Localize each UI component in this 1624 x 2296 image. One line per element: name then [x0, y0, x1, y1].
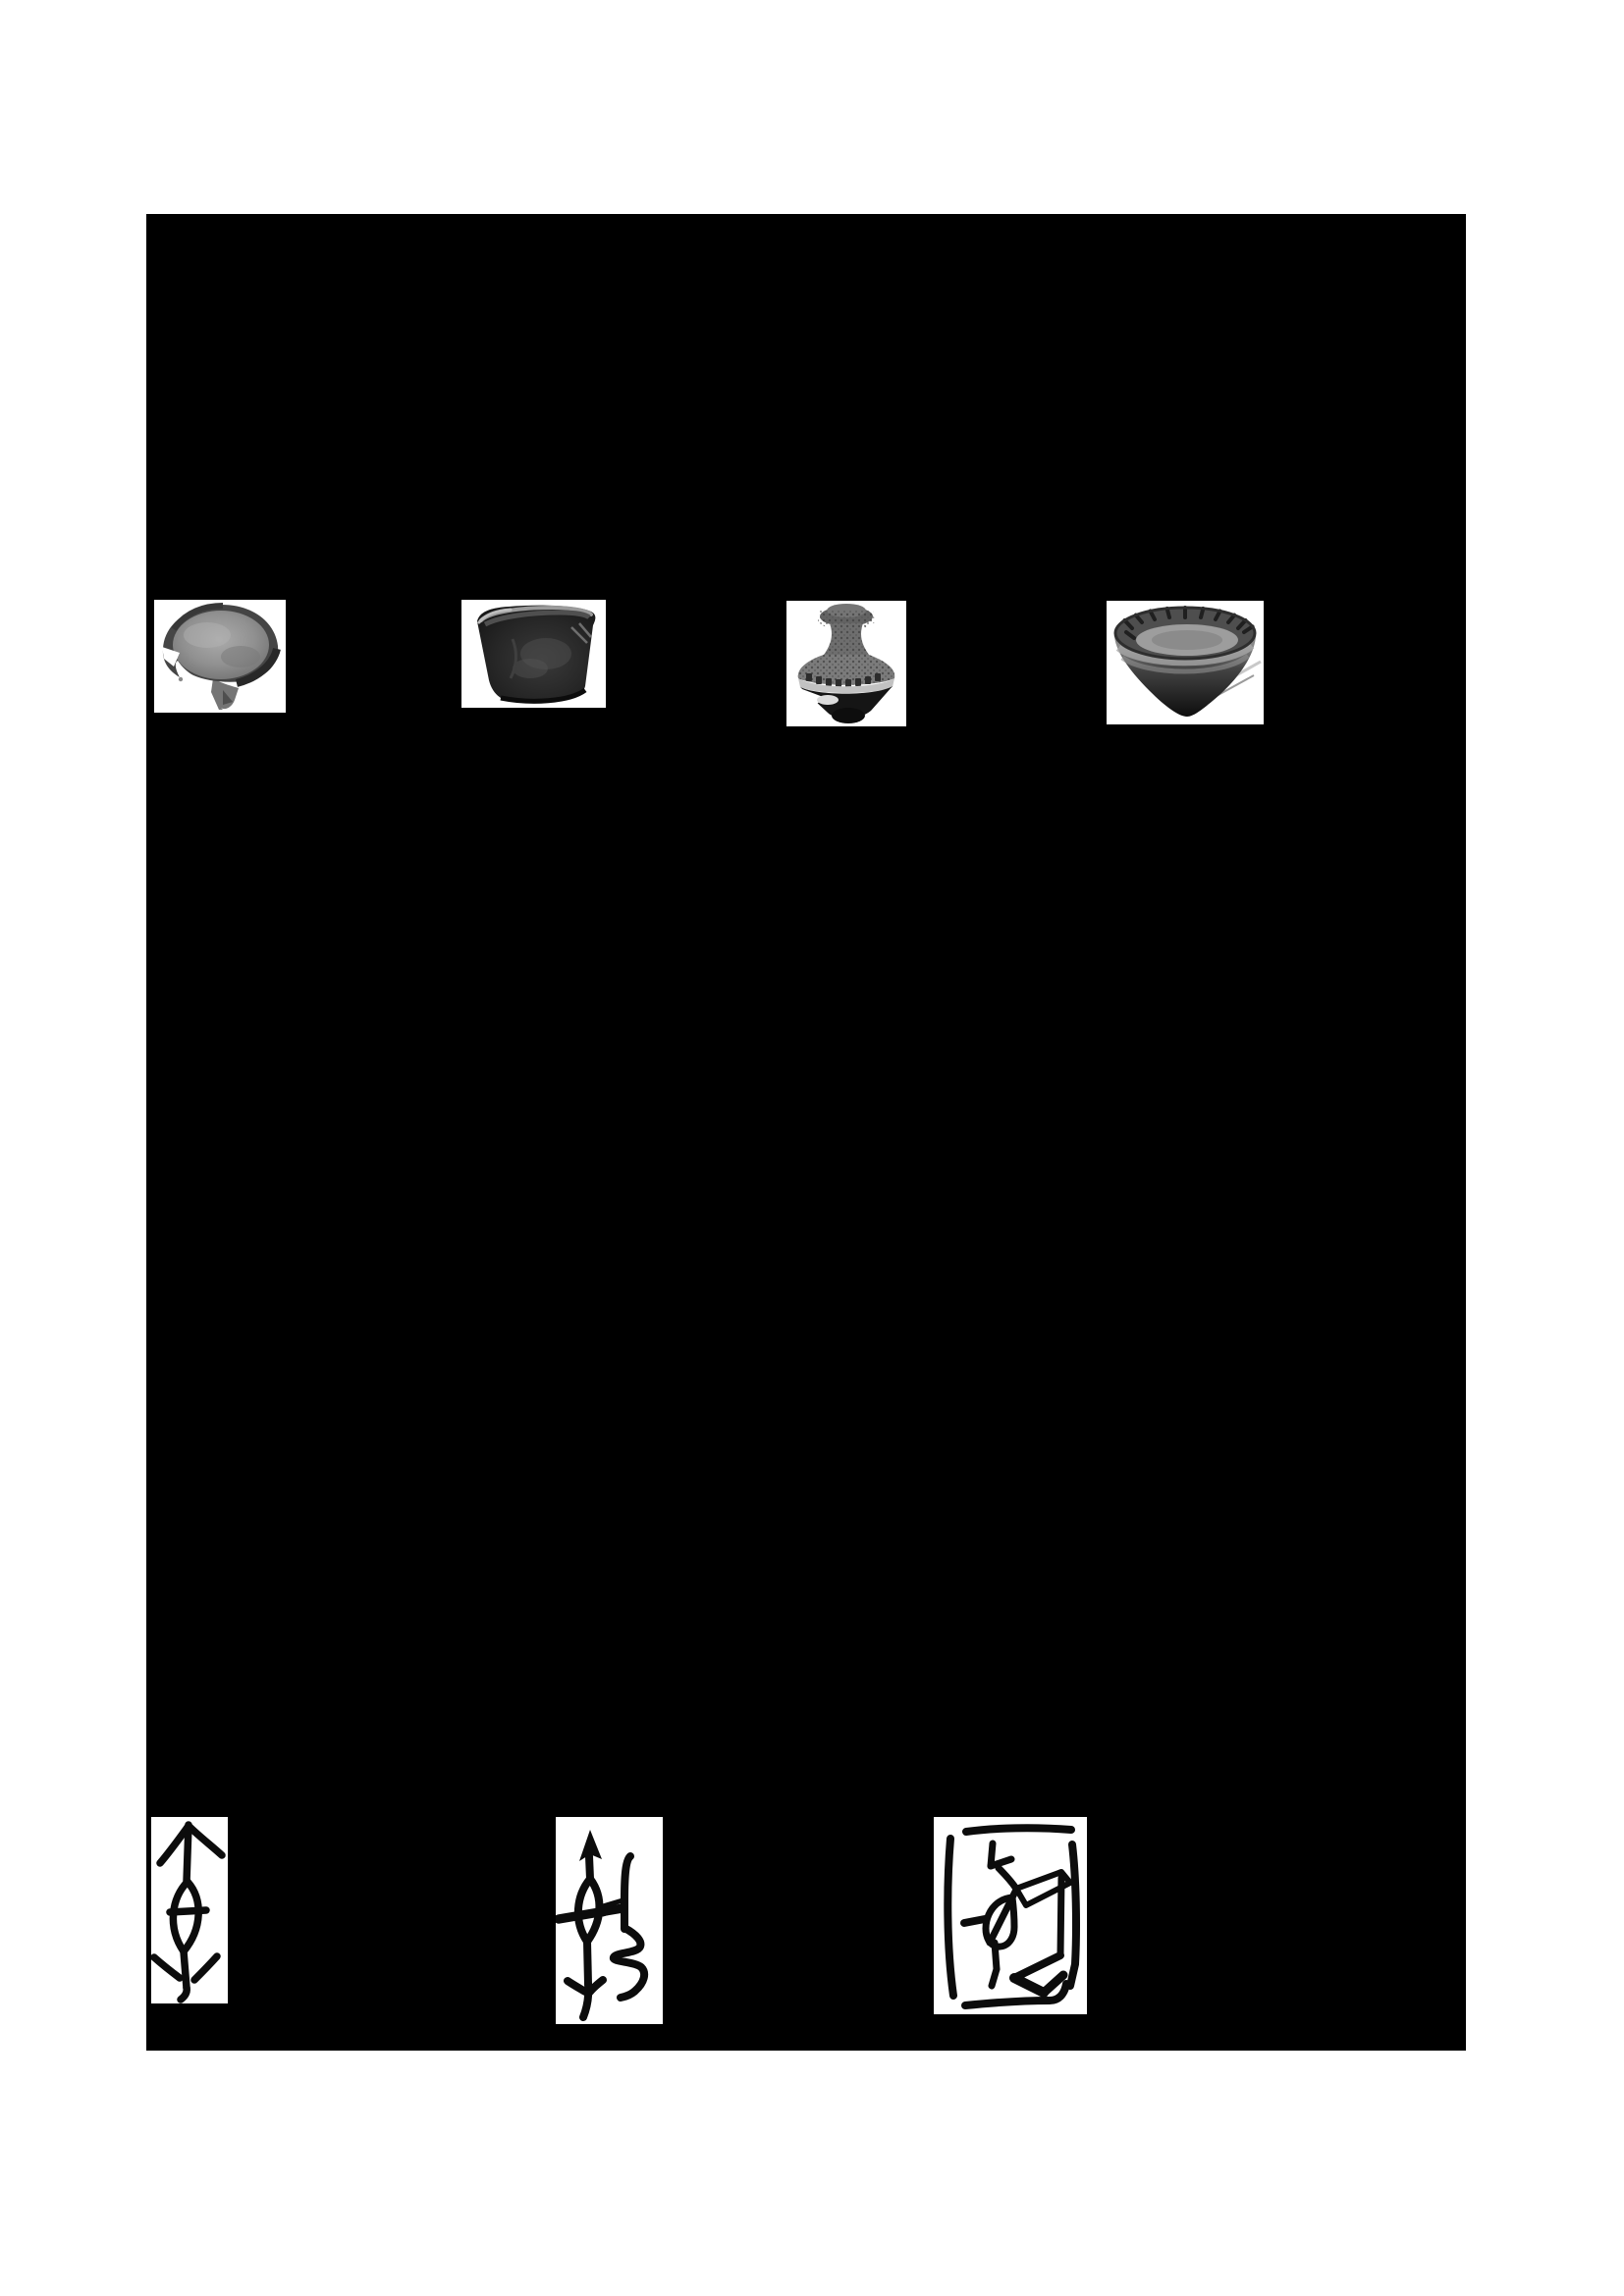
slide-canvas: [146, 214, 1466, 2051]
bowl-fragment-photo: [154, 600, 286, 713]
cylindrical-vat-illustration: [461, 600, 606, 708]
long-neck-vase-photo: [786, 601, 906, 726]
glyph-vertical-arrows-lens: [151, 1817, 228, 2003]
cylindrical-vat-photo: [461, 600, 606, 708]
decorated-bowl-illustration: [1107, 601, 1264, 724]
bowl-fragment-illustration: [154, 600, 286, 713]
long-neck-vase-illustration: [786, 601, 906, 726]
glyph-arrow-lens-hook-drawing: [556, 1817, 663, 2024]
decorated-bowl-photo: [1107, 601, 1264, 724]
glyph-vertical-arrows-lens-drawing: [151, 1817, 228, 2003]
glyph-arrow-lens-hook: [556, 1817, 663, 2024]
glyph-framed-figure: [934, 1817, 1087, 2014]
glyph-framed-figure-drawing: [934, 1817, 1087, 2014]
